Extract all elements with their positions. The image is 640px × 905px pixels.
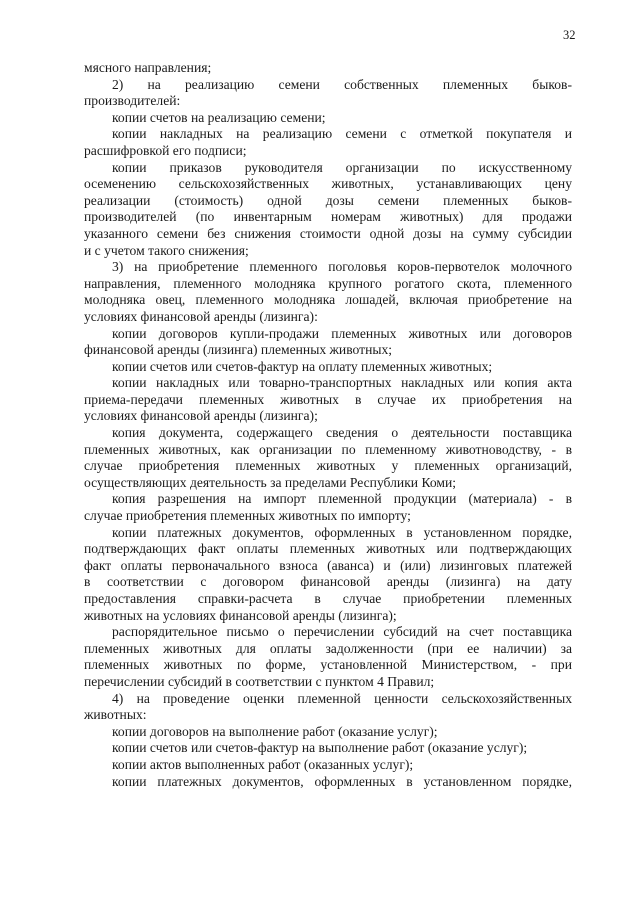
text-line: распорядительное письмо о перечислении субсидий на счет поставщика: [112, 624, 572, 640]
text-line: условиях финансовой аренды (лизинга):: [84, 308, 318, 324]
text-line: копии договоров на выполнение работ (оказание услуг);: [112, 723, 438, 739]
text-line: условиях финансовой аренды (лизинга);: [84, 408, 318, 424]
text-line: приема-передачи племенных животных в случае их приобретения на: [84, 391, 572, 407]
text-line: копия разрешения на импорт племенной продукции (материала) - в: [112, 491, 572, 507]
text-line: копии счетов или счетов-фактур на выполнение работ (оказание услуг);: [112, 740, 528, 756]
text-line: указанного семени без снижения стоимости одной дозы на сумму субсидии: [84, 225, 572, 241]
text-line: факт оплаты первоначального взноса (аванса) и (или) лизинговых платежей: [84, 557, 572, 573]
text-line: копии счетов на реализацию семени;: [112, 109, 326, 125]
text-line: 4) на проведение оценки племенной ценности сельскохозяйственных: [112, 690, 572, 706]
text-line: производителей (по инвентарным номерам животных) для продажи: [84, 209, 572, 225]
document-body: [84, 60, 572, 790]
text-line: племенных животных по форме, установленной Министерством, - при: [84, 657, 572, 673]
text-line: расшифровкой его подписи;: [84, 142, 247, 158]
text-line: направления, племенного молодняка крупного рогатого скота, племенного: [84, 275, 572, 291]
text-line: копии накладных или товарно-транспортных накладных или копия акта: [112, 375, 572, 391]
text-line: копии договоров купли-продажи племенных животных или договоров: [112, 325, 572, 341]
text-line: предоставления справки-расчета в случае приобретении племенных: [84, 591, 572, 606]
text-line: в соответствии с договором финансовой аренды (лизинга) на дату: [84, 574, 572, 590]
page-number: 32: [563, 28, 576, 42]
text-line: случае приобретения племенных животных по импорту;: [84, 508, 411, 524]
text-line: мясного направления;: [84, 60, 212, 75]
text-line: племенных животных, как организации по племенному животноводству, - в: [84, 441, 572, 457]
text-line: копия документа, содержащего сведения о деятельности поставщика: [112, 425, 572, 441]
text-line: производителей:: [84, 93, 181, 109]
text-line: осуществляющих деятельность за пределами Республики Коми;: [84, 474, 457, 490]
text-line: копии платежных документов, оформленных в установленном порядке,: [112, 524, 572, 540]
text-line: 3) на приобретение племенного поголовья коров-первотелок молочного: [112, 259, 572, 275]
text-line: случае приобретения племенных животных у племенных организаций,: [84, 458, 572, 474]
text-line: животных на условиях финансовой аренды (лизинга);: [84, 607, 397, 623]
text-line: копии счетов или счетов-фактур на оплату племенных животных;: [112, 358, 493, 374]
text-line: копии платежных документов, оформленных в установленном порядке,: [112, 773, 572, 789]
text-line: подтверждающих факт оплаты племенных животных или подтверждающих: [84, 541, 572, 557]
text-line: осеменению сельскохозяйственных животных, устанавливающих цену: [84, 176, 572, 192]
text-line: копии актов выполненных работ (оказанных услуг);: [112, 756, 414, 772]
text-line: реализации (стоимость) одной дозы семени племенных быков-: [84, 192, 572, 208]
text-line: финансовой аренды (лизинга) племенных животных;: [84, 342, 393, 358]
text-line: животных:: [84, 707, 147, 723]
text-line: и с учетом такого снижения;: [84, 242, 249, 258]
text-line: перечислении субсидий в соответствии с пунктом 4 Правил;: [84, 673, 435, 689]
text-line: племенных животных для оплаты задолженности (при ее наличии) за: [84, 640, 572, 656]
text-line: молодняка овец, племенного молодняка лошадей, включая приобретение на: [84, 292, 572, 308]
text-line: копии приказов руководителя организации по искусственному: [112, 159, 572, 175]
text-line: 2) на реализацию семени собственных племенных быков-: [112, 76, 572, 92]
text-line: копии накладных на реализацию семени с отметкой покупателя и: [112, 126, 572, 142]
